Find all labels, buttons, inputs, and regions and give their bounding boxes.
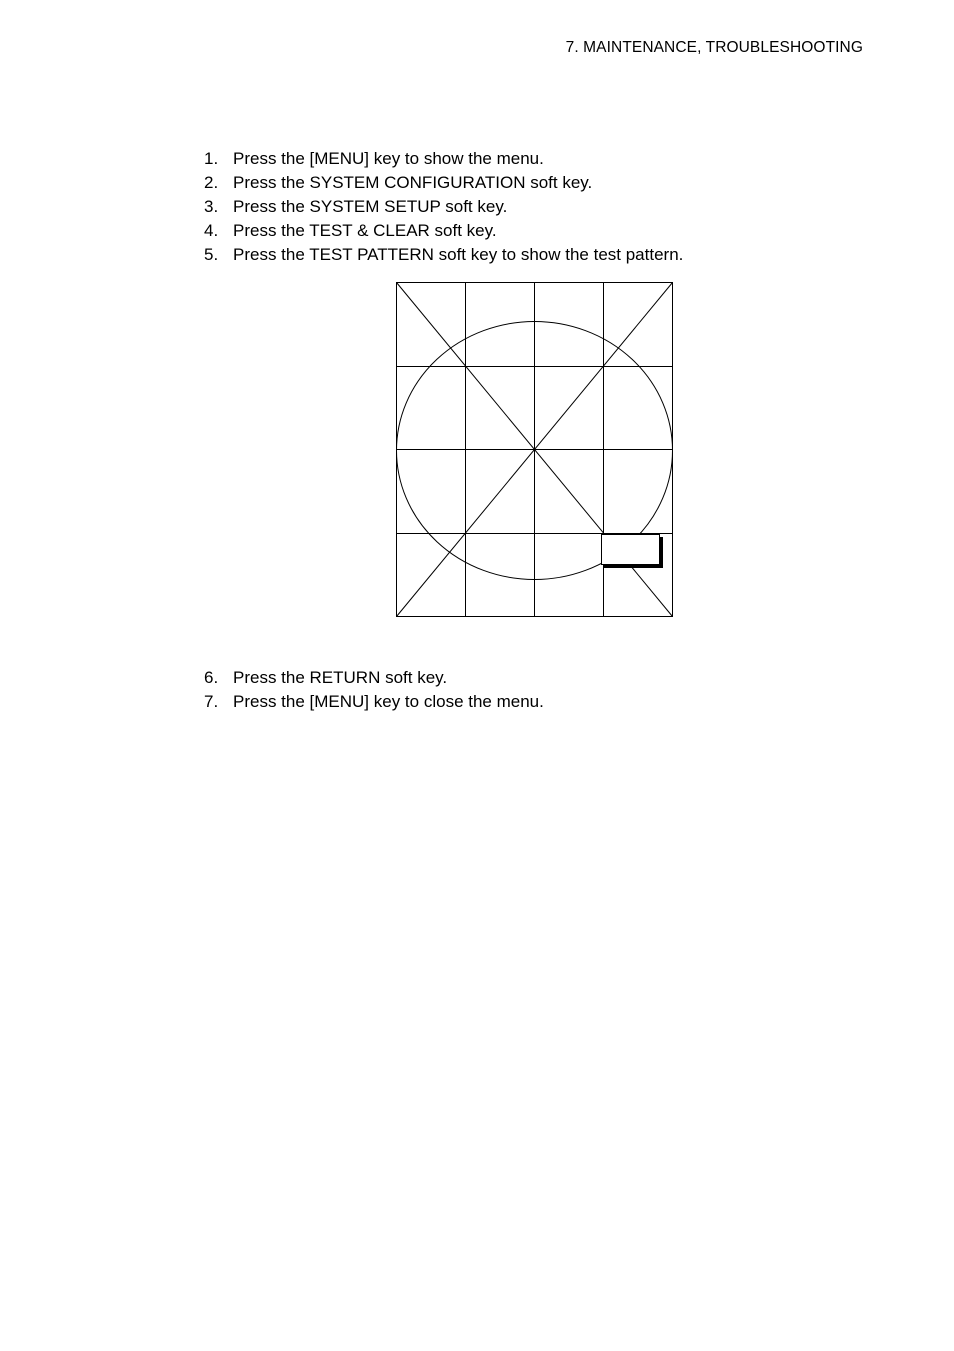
step-number: 5. — [204, 245, 219, 264]
step-number: 3. — [204, 197, 219, 216]
step-item — [204, 195, 683, 219]
step-item — [204, 219, 683, 243]
step-text: Press the SYSTEM SETUP soft key. — [233, 197, 508, 216]
step-item — [204, 690, 544, 714]
step-number: 1. — [204, 149, 219, 168]
procedure-steps-6-7 — [204, 666, 544, 714]
step-item — [204, 171, 683, 195]
step-number: 7. — [204, 692, 219, 711]
step-item — [204, 666, 544, 690]
step-item — [204, 243, 683, 267]
step-text: Press the TEST & CLEAR soft key. — [233, 221, 497, 240]
step-number: 4. — [204, 221, 219, 240]
step-text: Press the [MENU] key to show the menu. — [233, 149, 544, 168]
step-text: Press the [MENU] key to close the menu. — [233, 692, 544, 711]
step-text: Press the SYSTEM CONFIGURATION soft key. — [233, 173, 593, 192]
step-text: Press the RETURN soft key. — [233, 668, 448, 687]
step-text: Press the TEST PATTERN soft key to show the test pattern. — [233, 245, 684, 264]
test-pattern-figure — [396, 282, 674, 618]
step-number: 2. — [204, 173, 219, 192]
step-item — [204, 147, 683, 171]
procedure-steps-1-5 — [204, 147, 683, 267]
pattern-box — [602, 535, 660, 565]
step-number: 6. — [204, 668, 219, 687]
running-header: 7. MAINTENANCE, TROUBLESHOOTING — [565, 39, 863, 56]
